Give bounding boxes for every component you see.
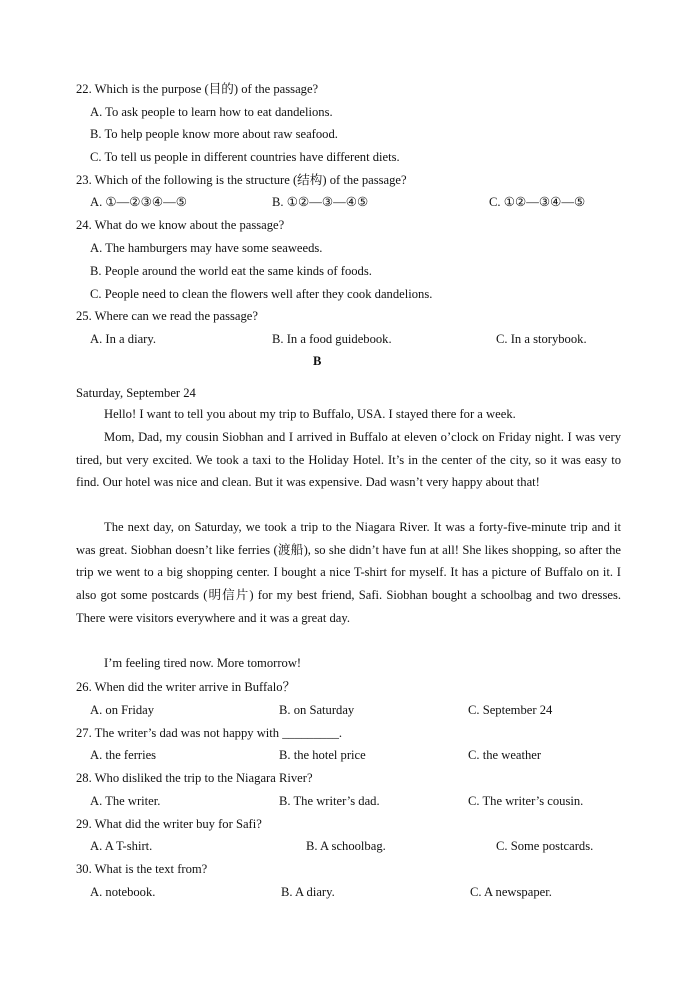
- question-30-stem: 30. What is the text from?: [76, 862, 208, 876]
- question-28-stem: 28. Who disliked the trip to the Niagara River?: [76, 771, 313, 785]
- question-30-option-a: A. notebook.: [90, 885, 156, 899]
- section-b-heading: B: [313, 354, 322, 368]
- question-24-option-a: A. The hamburgers may have some seaweeds.: [90, 241, 323, 255]
- question-23-option-c: C. ①②—③④—⑤: [489, 195, 586, 209]
- question-26-stem: 26. When did the writer arrive in Buffalo？: [76, 680, 296, 694]
- passage-paragraph-2: Mom, Dad, my cousin Siobhan and I arrived in Buffalo at eleven o’clock on Friday night. I was very tired, but very excited. We took a taxi to the Holiday Hotel. It’s in the center of the city, so it was easy to find. Our hotel was nice and clean. But it was expensive. Dad wasn’t very happy about that!: [76, 430, 621, 490]
- question-24-stem: 24. What do we know about the passage?: [76, 218, 285, 232]
- question-24-option-b: B. People around the world eat the same kinds of foods.: [90, 264, 372, 278]
- question-29-stem: 29. What did the writer buy for Safi?: [76, 817, 262, 831]
- question-28-option-c: C. The writer’s cousin.: [468, 794, 584, 808]
- passage-paragraph-4: I’m feeling tired now. More tomorrow!: [104, 656, 302, 670]
- question-22-option-b: B. To help people know more about raw seafood.: [90, 127, 338, 141]
- question-28-option-a: A. The writer.: [90, 794, 161, 808]
- question-24-option-c: C. People need to clean the flowers well after they cook dandelions.: [90, 287, 433, 301]
- question-25-option-a: A. In a diary.: [90, 332, 156, 346]
- question-23-option-a: A. ①—②③④—⑤: [90, 195, 188, 209]
- passage-paragraph-1: Hello! I want to tell you about my trip to Buffalo, USA. I stayed there for a week.: [104, 407, 516, 421]
- question-29-option-a: A. A T-shirt.: [90, 839, 153, 853]
- diary-date: Saturday, September 24: [76, 386, 196, 400]
- question-27-option-b: B. the hotel price: [279, 748, 366, 762]
- question-22-option-a: A. To ask people to learn how to eat dandelions.: [90, 105, 333, 119]
- question-30-option-b: B. A diary.: [281, 885, 335, 899]
- question-25-stem: 25. Where can we read the passage?: [76, 309, 258, 323]
- passage-paragraph-3: The next day, on Saturday, we took a trip to the Niagara River. It was a forty-five-minute trip and it was great. Siobhan doesn’t like ferries (渡船), so she didn’t have fun at all! She likes shopping, so after the trip we went to a big shopping center. I bought a nice T-shirt for myself. It has a picture of Buffalo on it. I also got some postcards (明信片) for my best friend, Safi. Siobhan bought a schoolbag and two dresses. There were visitors everywhere and it was a great day.: [76, 520, 621, 625]
- question-23-stem: 23. Which of the following is the structure (结构) of the passage?: [76, 173, 407, 187]
- question-27-option-a: A. the ferries: [90, 748, 157, 762]
- question-26-option-a: A. on Friday: [90, 703, 155, 717]
- question-30-option-c: C. A newspaper.: [470, 885, 552, 899]
- question-26-option-b: B. on Saturday: [279, 703, 355, 717]
- question-29-option-c: C. Some postcards.: [496, 839, 594, 853]
- question-25-option-b: B. In a food guidebook.: [272, 332, 392, 346]
- question-22-option-c: C. To tell us people in different countries have different diets.: [90, 150, 400, 164]
- question-27-stem: 27. The writer’s dad was not happy with _________.: [76, 726, 343, 740]
- question-25-option-c: C. In a storybook.: [496, 332, 587, 346]
- question-29-option-b: B. A schoolbag.: [306, 839, 386, 853]
- question-22-stem: 22. Which is the purpose (目的) of the passage?: [76, 82, 319, 96]
- question-27-option-c: C. the weather: [468, 748, 542, 762]
- question-26-option-c: C. September 24: [468, 703, 553, 717]
- question-28-option-b: B. The writer’s dad.: [279, 794, 380, 808]
- question-23-option-b: B. ①②—③—④⑤: [272, 195, 369, 209]
